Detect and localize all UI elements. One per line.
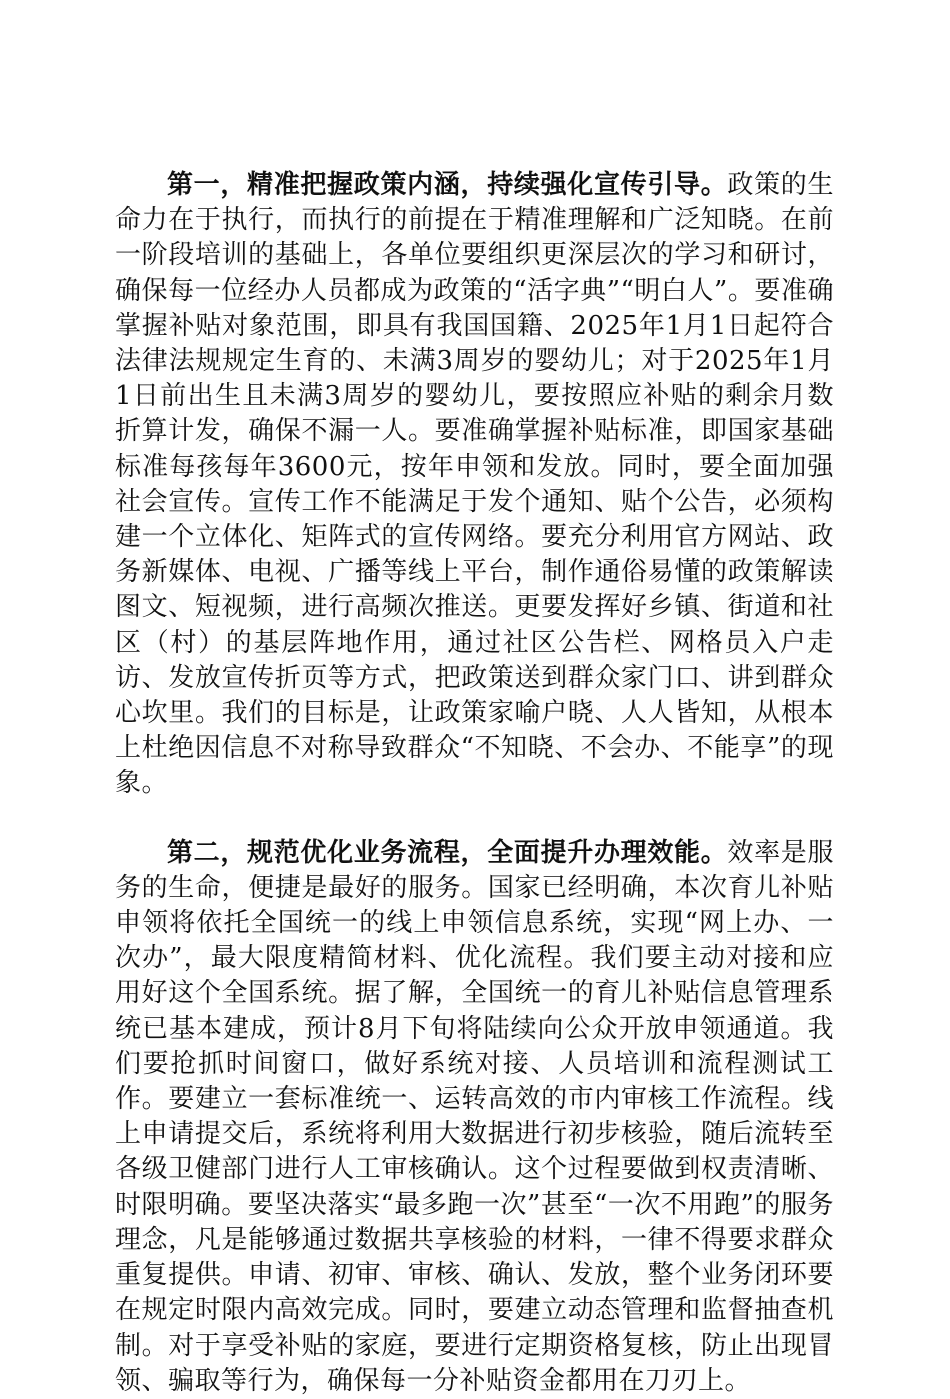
paragraph-lead: 第二，规范优化业务流程，全面提升办理效能。 xyxy=(167,837,728,868)
paragraph-body: 政策的生命力在于执行，而执行的前提在于精准理解和广泛知晓。在前一阶段培训的基础上，各单位要组织更深层次的学习和研讨，确保每一位经办人员都成为政策的“活字典”“明白人”。要准确掌握补贴对象范围，即具有我国国籍、2025年1月1日起符合法律法规规定生育的、未满3周岁的婴幼儿；对于2025年1月1日前出生且未满3周岁的婴幼儿，要按照应补贴的剩余月数折算计发，确保不漏一人。要准确掌握补贴标准，即国家基础标准每孩每年3600元，按年申领和发放。同时，要全面加强社会宣传。宣传工作不能满足于发个通知、贴个公告，必须构建一个立体化、矩阵式的宣传网络。要充分利用官方网站、政务新媒体、电视、广播等线上平台，制作通俗易懂的政策解读图文、短视频，进行高频次推送。更要发挥好乡镇、街道和社区（村）的基层阵地作用，通过社区公告栏、网格员入户走访、发放宣传折页等方式，把政策送到群众家门口、讲到群众心坎里。我们的目标是，让政策家喻户晓、人人皆知，从根本上杜绝因信息不对称导致群众“不知晓、不会办、不能享”的现象。 xyxy=(115,170,834,799)
paragraph-second xyxy=(115,836,834,1399)
paragraph-first xyxy=(115,168,834,802)
document-page xyxy=(115,168,834,1399)
paragraph-lead: 第一，精准把握政策内涵，持续强化宣传引导。 xyxy=(167,170,728,200)
paragraph-body: 效率是服务的生命，便捷是最好的服务。国家已经明确，本次育儿补贴申领将依托全国统一的线上申领信息系统，实现“网上办、一次办”，最大限度精简材料、优化流程。我们要主动对接和应用好这个全国系统。据了解，全国统一的育儿补贴信息管理系统已基本建成，预计8月下旬将陆续向公众开放申领通道。我们要抢抓时间窗口，做好系统对接、人员培训和流程测试工作。要建立一套标准统一、运转高效的市内审核工作流程。线上申请提交后，系统将利用大数据进行初步核验，随后流转至各级卫健部门进行人工审核确认。这个过程要做到权责清晰、时限明确。要坚决落实“最多跑一次”甚至“一次不用跑”的服务理念，凡是能够通过数据共享核验的材料，一律不得要求群众重复提供。申请、初审、审核、确认、发放，整个业务闭环要在规定时限内高效完成。同时，要建立动态管理和监督抽查机制。对于享受补贴的家庭，要进行定期资格复核，防止出现冒领、骗取等行为，确保每一分补贴资金都用在刀刃上。 xyxy=(115,837,834,1396)
